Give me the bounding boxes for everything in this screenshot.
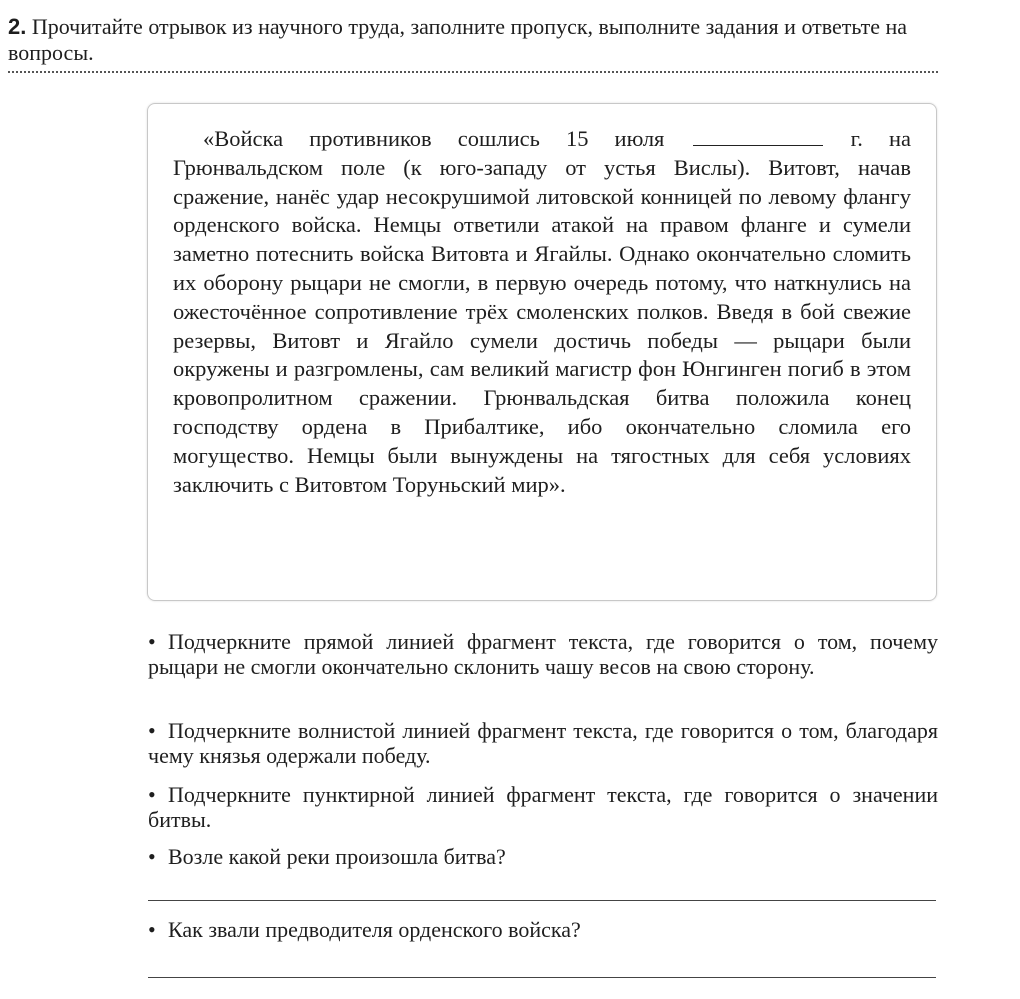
question-item-commander	[148, 918, 938, 943]
task-instruction	[8, 14, 938, 66]
passage-rest: г. на Грюнвальдском поле (к юго-западу от устья Вислы). Витовт, начав сражение, нанёс удар несокрушимой литовской конницей по левому флангу орденского войска. Немцы ответили атакой на правом фланге и сумели заметно потеснить войска Витовта и Ягайлы. Однако окончательно сломить их оборону рыцари не смогли, в первую очередь потому, что наткнулись на ожесточённое сопротивление трёх смоленских полков. Введя в бой свежие резервы, Витовт и Ягайло сумели достичь победы — рыцари были окружены и разгромлены, сам великий магистр фон Юнгинген погиб в этом кровопролитном сражении. Грюнвальдская битва положила конец господству ордена в Прибалтике, ибо окончательно сломила его могущество. Немцы были вынуждены на тягостных для себя условиях заключить с Витовтом Торуньский мир».	[173, 126, 912, 497]
task-item-3	[148, 783, 938, 832]
bullet-icon: •	[148, 718, 156, 743]
task-text-3: Подчеркните пунктирной линией фрагмент текста, где говорится о значении битвы.	[148, 782, 938, 832]
answer-line-river[interactable]	[148, 900, 936, 901]
bullet-icon: •	[148, 782, 156, 807]
bullet-icon: •	[148, 844, 156, 869]
task-item-2	[148, 719, 938, 768]
task-text-2: Подчеркните волнистой линией фрагмент текста, где говорится о том, благодаря чему князья одержали победу.	[148, 718, 938, 768]
question-commander: Как звали предводителя орденского войска?	[168, 917, 581, 942]
task-number: 2.	[8, 14, 27, 39]
question-item-river	[148, 845, 938, 870]
historical-passage	[173, 125, 911, 499]
bullet-icon: •	[148, 917, 156, 942]
passage-start: «Войска противников сошлись 15 июля	[203, 126, 665, 151]
date-blank-field[interactable]	[693, 127, 823, 146]
answer-line-commander[interactable]	[148, 977, 936, 978]
bullet-icon: •	[148, 629, 156, 654]
task-item-1	[148, 630, 938, 679]
task-instruction-text: Прочитайте отрывок из научного труда, заполните пропуск, выполните задания и ответьте на вопросы.	[8, 14, 908, 65]
task-text-1: Подчеркните прямой линией фрагмент текста, где говорится о том, почему рыцари не смогли окончательно склонить чашу весов на свою сторону.	[148, 629, 938, 679]
dotted-divider	[8, 71, 938, 73]
question-river: Возле какой реки произошла битва?	[168, 844, 506, 869]
